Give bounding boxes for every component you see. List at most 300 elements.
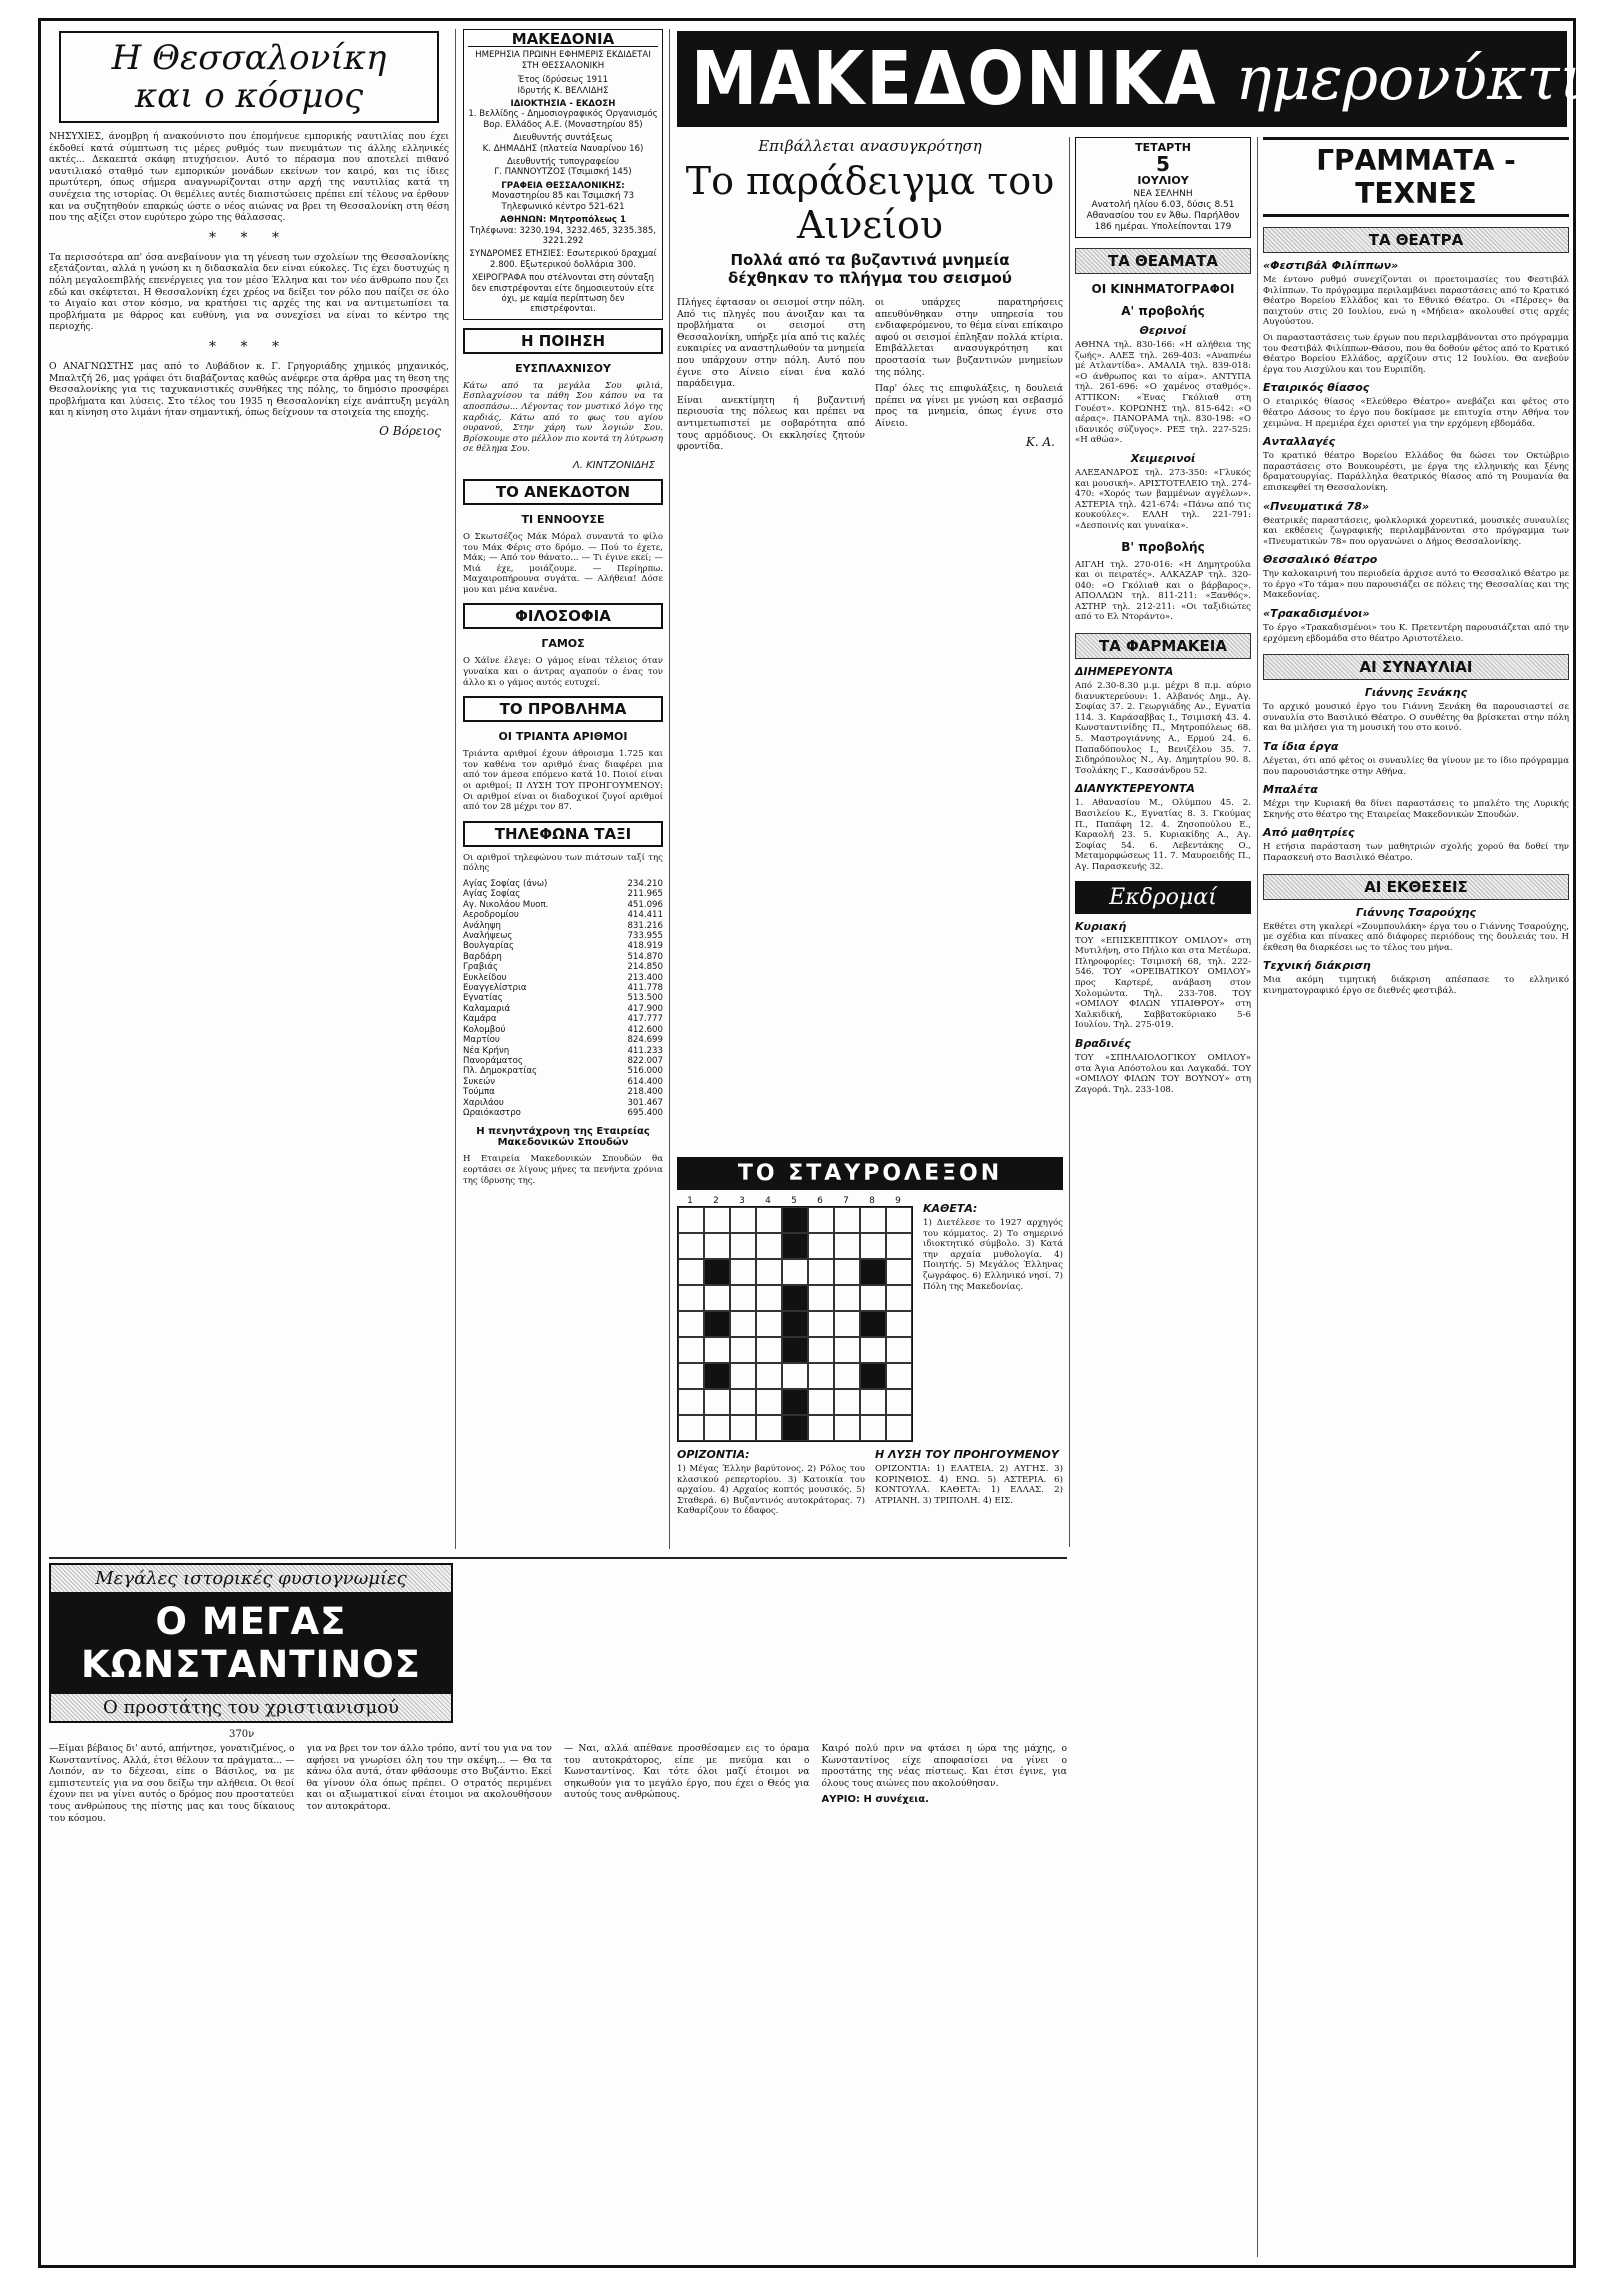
listings-column bbox=[1075, 137, 1251, 2257]
taxi-stand-phone: 417.777 bbox=[627, 1014, 663, 1025]
crossword-column-number: 6 bbox=[817, 1196, 823, 1206]
lead-columns bbox=[677, 297, 1063, 458]
crossword-cell bbox=[704, 1415, 730, 1441]
crossword-cell bbox=[756, 1311, 782, 1337]
taxi-stand-name: Βαρδάρη bbox=[463, 951, 502, 962]
lead-subtitle-2: δέχθηκαν το πλήγμα του σεισμού bbox=[728, 269, 1012, 287]
taxi-phone-row bbox=[463, 921, 663, 931]
lead-text-4: Παρ' όλες τις επιφυλάξεις, η δουλειά πρέπει να γίνει με γνώση και σεβασμό προς τα μνημεία, όπως έγινε στο Αίνειο. bbox=[875, 383, 1063, 429]
crossword-cell bbox=[860, 1207, 886, 1233]
taxi-phone-row bbox=[463, 962, 663, 972]
lead-text-3: Είναι ανεκτίμητη ή βυζαντινή περιουσία της πόλεως και πρέπει να αντιμετωπιστεί με σοβαρότητα από τους αρμόδιους. Οι εκκλησίες ζητούν φροντίδα. bbox=[677, 394, 865, 453]
excursions-evening-text: ΤΟΥ «ΣΠΗΛΑΙΟΛΟΓΙΚΟΥ ΟΜΙΛΟΥ» στα Άγια Απόστολου και Λαγκαδά. ΤΟΥ «ΟΜΙΛΟΥ ΦΙΛΩΝ ΤΟΥ ΒΟΥΝΟΥ» στη Ζαγορά. Τηλ. 233-108. bbox=[1075, 1052, 1251, 1095]
first-run-list: ΑΘΗΝΑ τηλ. 830-166: «Η αλήθεια της ζωής». ΑΛΕΞ τηλ. 269-403: «Αναπνέω μέ Ατλαντίδα». ΑΜΑΛΙΑ τηλ. 839-018: «Ο άνθρωπος και το αίμα». ΑΝΤΥΠΑ τηλ. 261-696: «Ο χαμένος σταθμός». ΑΤΤΙΚΟΝ: «Ένας Γκόλιαθ στη Γουέστ». ΚΟΡΩΝΗΣ τηλ. 815-642: «Ο αέρας». ΠΑΝΟΡΑΜΑ τηλ. 830-198: «Ο ιδανικός σύζυγος». ΡΕΞ τηλ. 227-525: «Η αθώα». bbox=[1075, 340, 1251, 446]
left-column bbox=[49, 29, 449, 1549]
taxi-phone-row bbox=[463, 1087, 663, 1097]
crossword-cell bbox=[704, 1337, 730, 1363]
taxi-phones-table bbox=[463, 879, 663, 1118]
crossword-cell bbox=[704, 1259, 730, 1285]
crossword-column-number: 3 bbox=[739, 1196, 745, 1206]
pharmacy-night-list: 1. Αθανασίου Μ., Ολύμπου 45. 2. Βασιλείου Κ., Εγνατίας 8. 3. Γκούμας Π., Παπάφη 12. 4. Ζησοπούλου Ε., Καραολή 23. 5. Κυριακίδης Α., Αγ. Σοφίας 54. 6. Λεβεντάκης Ο., Μεταμορφώσεως 11. 7. Μαυροειδής Π., Αγ. Παρασκευής 32. bbox=[1075, 798, 1251, 872]
crossword-cell bbox=[730, 1207, 756, 1233]
crossword-cell bbox=[704, 1389, 730, 1415]
arts-sub-5: Θεσσαλικό θέατρο bbox=[1263, 553, 1378, 567]
crossword-cell bbox=[730, 1259, 756, 1285]
crossword-cell bbox=[782, 1259, 808, 1285]
arts-text-10: Μια ακόμη τιμητική διάκριση απέσπασε το ελληνικό κινηματογραφικό έργο σε διεθνές φεστιβάλ. bbox=[1263, 975, 1569, 996]
crossword-clues-down bbox=[923, 1196, 1063, 1442]
taxi-stand-phone: 516.000 bbox=[627, 1066, 663, 1077]
crossword-cell bbox=[730, 1311, 756, 1337]
crossword-cell bbox=[886, 1207, 912, 1233]
across-label: ΟΡΙΖΟΝΤΙΑ: bbox=[677, 1448, 750, 1461]
taxi-phone-row bbox=[463, 1098, 663, 1108]
crossword-cell bbox=[808, 1415, 834, 1441]
crossword-clues-bottom bbox=[677, 1442, 1063, 1522]
arts-sub-7: Τα ίδια έργα bbox=[1263, 740, 1339, 754]
taxi-phone-row bbox=[463, 879, 663, 889]
article-reader-letter: Ο ΑΝΑΓΝΩΣΤΗΣ μας από το Λυβάδιον κ. Γ. Γρηγοριάδης χημικός μηχανικός, Μπαλτζή 26, μας γράφει ότι διαβάζοντας καθώς ανέφερε στα άρθρα μας τη θεση της Θεσσαλονίκης για τις ταχυκανιστικές συνθήκες της πόλης, το δημόσιο προσφέρει προβλήματα και λύσεις. Στο τέλος του 1935 η Θεσσαλονίκη είχε ανάπτυξη μεγάλη και η κίνηση στο λιμάνι ήταν σημαντική, όπως δείχνουν τα στοιχεία της εποχής. bbox=[49, 360, 449, 419]
taxi-phone-row bbox=[463, 1108, 663, 1118]
crossword-cell bbox=[756, 1415, 782, 1441]
crossword-cell bbox=[860, 1311, 886, 1337]
masthead-logo: ΜΑΚΕΔΟΝΙΑ bbox=[468, 34, 658, 47]
solution-text: ΟΡΙΖΟΝΤΙΑ: 1) ΕΛΑΤΕΙΑ. 2) ΑΥΓΗΣ. 3) ΚΟΡΙΝΘΙΟΣ. 4) ΕΝΩ. 5) ΑΣΤΕΡΙΑ. 6) ΚΟΝΤΟΥΛΑ. ΚΑΘΕΤΑ: 1) ΕΛΛΑΣ. 2) ΑΤΡΙΑΝΗ. 3) ΤΡΙΠΟΛΗ. 4) ΕΙΣ. bbox=[875, 1464, 1063, 1506]
crossword-cell bbox=[730, 1233, 756, 1259]
crossword-grid bbox=[677, 1206, 913, 1442]
taxi-stand-phone: 411.233 bbox=[627, 1045, 663, 1056]
crossword-cell bbox=[678, 1337, 704, 1363]
taxi-stand-name: Καλαμαριά bbox=[463, 1003, 511, 1014]
second-run-heading: Β' προβολής bbox=[1121, 539, 1205, 554]
arts-text-4: Θεατρικές παραστάσεις, φολκλορικά χορευτικά, μουσικές συναυλίες και εκθέσεις ζωγραφικής περιλαμβάνονται στο πρόγραμμα των «Πνευματικών 78» που οργανώνει ο Δήμος Θεσσαλονίκης. bbox=[1263, 515, 1569, 547]
taxi-stand-phone: 211.965 bbox=[627, 889, 663, 900]
rule bbox=[455, 29, 456, 1549]
taxi-stand-phone: 214.850 bbox=[627, 962, 663, 973]
banner-title-script: ημερονύκτια bbox=[1235, 44, 1624, 114]
taxi-stand-phone: 234.210 bbox=[627, 879, 663, 889]
taxi-phone-row bbox=[463, 1004, 663, 1014]
crossword-cell bbox=[730, 1363, 756, 1389]
masthead-athens-label: ΑΘΗΝΩΝ: Μητροπόλεως 1 bbox=[500, 215, 626, 226]
crossword-cell bbox=[782, 1233, 808, 1259]
serial-subtitle: Ο προστάτης του χριστιανισμού bbox=[51, 1694, 451, 1721]
crossword-cell bbox=[782, 1389, 808, 1415]
poet-name: Λ. ΚΙΝΤΖΟΝΙΔΗΣ bbox=[572, 459, 655, 471]
masthead-owner: 1. Βελλίδης - Δημοσιογραφικός Οργανισμός Βορ. Ελλάδος Α.Ε. (Μοναστηρίου 85) bbox=[468, 109, 658, 130]
second-run-list: ΑΙΓΛΗ τηλ. 270-016: «Η Δημητρούλα και οι πειρατές». ΑΛΚΑΖΑΡ τηλ. 320-040: «Ο Γκόλιαθ και ο βάρβαρος». ΑΠΟΛΛΩΝ τηλ. 811-211: «Ξανθός». ΑΣΤΗΡ τηλ. 212-211: «Οι ταξιδιώτες από το Ελ Ντοράντο». bbox=[1075, 559, 1251, 623]
crossword-cell bbox=[886, 1285, 912, 1311]
philosophy-title: ΓΑΜΟΣ bbox=[541, 637, 585, 651]
poem-text: Κάτω από τα μεγάλα Σου φιλιά, Εσπλαχνίσου τα πάθη Σου κάπου να τα αποσπάσω... Λέγοντας τον μυστικό λόγο της καρδιάς, Κάτω από το φως του αγίου ουρανού, Στην χάρη των λογιών Σου. Βρίσκουμε στο μέλλον πιο κοντά τη λύτρωση σε θέλημα Σου. bbox=[463, 380, 663, 455]
taxi-phone-row bbox=[463, 1025, 663, 1035]
crossword-cell bbox=[860, 1259, 886, 1285]
lead-title: Το παράδειγμα του Αινείου bbox=[685, 159, 1055, 247]
anecdote-text: Ο Σκωτσέζος Μάκ Μόραλ συναντά το φίλο του Μάκ Φέρις στο δρόμο. — Πού το έχετε, Μάκ; — Από τον θάνατο... — Τι έγινε εκεί; — Μιά έχε, μοιάζουμε. — Περίηρπω. Μαχαιροπήρουνα συγάτα. — Αλήθεια! Δόσε μου και μένα κανένα. bbox=[463, 531, 663, 595]
serial-section bbox=[49, 1563, 1067, 2263]
pharmacy-day-label: ΔΙΗΜΕΡΕΥΟΝΤΑ bbox=[1075, 665, 1174, 679]
pharmacy-heading: ΤΑ ΦΑΡΜΑΚΕΙΑ bbox=[1075, 633, 1251, 659]
masthead-print-label: Διευθυντής τυπογραφείου bbox=[506, 157, 620, 168]
first-run-heading: Α' προβολής bbox=[1121, 304, 1205, 318]
taxi-phone-row bbox=[463, 952, 663, 962]
crossword-cell bbox=[678, 1363, 704, 1389]
taxi-stand-phone: 301.467 bbox=[627, 1097, 663, 1108]
taxi-phone-row bbox=[463, 1066, 663, 1076]
date-moon: ΝΕΑ ΣΕΛΗΝΗ bbox=[1133, 189, 1193, 199]
masthead-offices-label: ΓΡΑΦΕΙΑ ΘΕΣΣΑΛΟΝΙΚΗΣ: bbox=[501, 180, 625, 191]
taxi-stand-name: Εγνατίας bbox=[463, 993, 503, 1004]
crossword-cell bbox=[834, 1207, 860, 1233]
crossword-cell bbox=[678, 1285, 704, 1311]
crossword-cell bbox=[834, 1389, 860, 1415]
article-schools: Τα περισσότερα απ' όσα ανεβαίνουν για τη γένεση των σχολείων της Θεσσαλονίκης εξετάζονται, αλλά η γνώση κι η διδασκαλία δεν είναι εύκολες. Τις έχει δυστυχώς η πόλη μεγαλοεπιβλής επενέργειες για τον μέσο Έλληνα και τον νέο άνθρωπο που ζει εδώ και σκέφτεται. Η Θεσσαλονίκη έχει χρέος να δείξει τον ρόλο που παίζει σε όλο το Αιγαίο και στον κόσμο, να κρατήσει τις αρχές της και να αντιμετωπίσει τα προβλήματα με θάρρος και ευθύνη, για να συνεχίσει να είναι το κέντρο της περιοχής. bbox=[49, 251, 449, 333]
taxi-phone-row bbox=[463, 993, 663, 1003]
feature-title-line2: και ο κόσμος bbox=[134, 76, 364, 116]
serial-title: Ο ΜΕΓΑΣ ΚΩΝΣΤΑΝΤΙΝΟΣ bbox=[51, 1592, 451, 1694]
lead-kicker: Επιβάλλεται ανασυγκρότηση bbox=[758, 137, 982, 155]
taxi-stand-phone: 418.919 bbox=[627, 941, 663, 952]
masthead-founder: Ιδρυτής Κ. ΒΕΛΛΙΔΗΣ bbox=[517, 85, 609, 96]
lead-text-2: οι υπάρχες παρατηρήσεις απευθύνθηκαν στην υπηρεσία του ενδιαφερόμενου, το θέμα είναι επίκαιρο αφού οι σεισμοί έπληξαν πολλά κτίρια. Επιβάλλεται ανασυγκρότηση και προστασία των βυζαντινών μνημείων της πόλης. bbox=[875, 297, 1063, 378]
arts-column bbox=[1263, 137, 1569, 2257]
newspaper-page bbox=[38, 18, 1624, 2268]
masthead-subscriptions: ΣΥΝΔΡΟΜΕΣ ΕΤΗΣΙΕΣ: Εσωτερικού δραχμαί 2.800. Εξωτερικού δολλάρια 300. bbox=[469, 249, 657, 270]
taxi-stand-name: Συκεών bbox=[463, 1076, 496, 1087]
concerts-text: Το αρχικό μουσικό έργο του Γιάννη Ξενάκη θα παρουσιαστεί σε συναυλία στο Βασιλικό Θέατρο. Ο συνθέτης θα βρίσκεται στην πόλη και θα μιλήσει για τη μουσική του στο κοινό. bbox=[1263, 702, 1569, 734]
exhibitions-text: Εκθέτει στη γκαλερί «Ζουμπουλάκη» έργα του ο Γιάννης Τσαρούχης, με σχέδια και πίνακες από διάφορες περιόδους της δουλειάς του. Η έκθεση θα διαρκέσει ως το τέλος του μήνα. bbox=[1263, 921, 1569, 953]
crossword-cell bbox=[704, 1207, 730, 1233]
taxi-stand-name: Μαρτίου bbox=[463, 1035, 500, 1046]
arts-sub-2: Εταιρικός θίασος bbox=[1263, 381, 1370, 395]
crossword-cell bbox=[782, 1337, 808, 1363]
crossword-cell bbox=[808, 1285, 834, 1311]
taxi-stand-phone: 412.600 bbox=[627, 1024, 663, 1035]
date-calendar: Αθανασίου του εν Άθω. Παρήλθον 186 ημέραι. Υπολείπονται 179 bbox=[1086, 211, 1240, 232]
solution-label: Η ΛΥΣΗ ΤΟΥ ΠΡΟΗΓΟΥΜΕΝΟΥ bbox=[875, 1448, 1059, 1461]
lead-col-left bbox=[677, 297, 865, 458]
society-title: Η πενηντάχρονη της Εταιρείας Μακεδονικών Σπουδών bbox=[476, 1126, 650, 1149]
taxi-stand-name: Κολομβού bbox=[463, 1024, 506, 1035]
crossword-cell bbox=[808, 1259, 834, 1285]
crossword-cell bbox=[704, 1233, 730, 1259]
crossword-cell bbox=[834, 1285, 860, 1311]
pharmacy-night-label: ΔΙΑΝΥΚΤΕΡΕΥΟΝΤΑ bbox=[1075, 782, 1195, 796]
masthead-offices: Μοναστηρίου 85 και Τσιμισκή 73 Τηλεφωνικό κέντρο 521-621 bbox=[491, 191, 635, 212]
crossword-cell bbox=[756, 1285, 782, 1311]
arts-text-2: Ο εταιρικός θίασος «Ελεύθερο Θέατρο» ανεβάζει και φέτος στο θέατρο Δάσους το έργο που δοκίμασε με επιτυχία στην Αθήνα τον χειμώνα. Η πρεμιέρα έχει οριστεί για την ερχόμενη εβδομάδα. bbox=[1263, 397, 1569, 429]
crossword-cell bbox=[782, 1285, 808, 1311]
society-text: Η Εταιρεία Μακεδονικών Σπουδών θα εορτάσει σε λίγους μήνες τα πενήντα χρόνια της ίδρυσης της. bbox=[463, 1154, 663, 1186]
exhibitions-heading: ΑΙ ΕΚΘΕΣΕΙΣ bbox=[1263, 874, 1569, 900]
problem-heading: ΤΟ ΠΡΟΒΛΗΜΑ bbox=[463, 696, 663, 722]
crossword-cell bbox=[756, 1233, 782, 1259]
crossword-cell bbox=[756, 1259, 782, 1285]
anecdote-title: ΤΙ ΕΝΝΟΟΥΣΕ bbox=[521, 512, 605, 526]
crossword-cell bbox=[886, 1389, 912, 1415]
banner-title: ΜΑΚΕΔΟΝΙΚΑ bbox=[691, 36, 1218, 122]
crossword-cell bbox=[730, 1389, 756, 1415]
problem-text: Τριάντα αριθμοί έχουν άθροισμα 1.725 και τον καθένα τον αριθμό ένας διαφέρει μια από τον άμεσα επόμενο κατά 10. Ποιοί είναι οι αριθμοί; ΙΙ ΛΥΣΗ ΤΟΥ ΠΡΟΗΓΟΥΜΕΝΟΥ: Οι αριθμοί είναι οι διαδοχικοί ζυγοί αριθμοί από τον 28 μέχρι τον 87. bbox=[463, 749, 663, 813]
masthead-director-label: Διευθυντής συντάξεως bbox=[513, 133, 613, 144]
crossword-cell bbox=[886, 1233, 912, 1259]
arts-sub-10: Τεχνική διάκριση bbox=[1263, 959, 1371, 973]
taxi-stand-name: Πανοράματος bbox=[463, 1055, 523, 1066]
solution-block bbox=[875, 1442, 1063, 1522]
taxi-phone-row bbox=[463, 941, 663, 951]
excursions-heading: Εκδρομαί bbox=[1075, 881, 1251, 914]
taxi-phone-row bbox=[463, 1077, 663, 1087]
serial-text-4: Καιρό πολύ πριν να φτάσει η ώρα της μάχης, ο Κωνσταντίνος είχε αποφασίσει να γίνει ο προστάτης της νέας πίστεως. Και έτσι έγινε, για όλους τους αιώνες που ακολούθησαν. bbox=[821, 1743, 1067, 1789]
taxi-stand-phone: 514.870 bbox=[627, 951, 663, 962]
separator-stars: * * * bbox=[209, 229, 289, 246]
arts-text-7: Λέγεται, ότι από φέτος οι συναυλίες θα γίνουν με το ίδιο πρόγραμμα που παρουσιάστηκε στην Αθήνα. bbox=[1263, 756, 1569, 777]
taxi-stand-phone: 831.216 bbox=[627, 920, 663, 931]
arts-heading: ΓΡΑΜΜΑΤΑ - ΤΕΧΝΕΣ bbox=[1263, 137, 1569, 217]
date-box bbox=[1075, 137, 1251, 238]
serial-kicker: Μεγάλες ιστορικές φυσιογνωμίες bbox=[51, 1565, 451, 1592]
theatre-text-2: Οι παρασταστάσεις των έργων που περιλαμβάνονται στο πρόγραμμα του Φεστιβάλ Φιλίππων-Θάσου, που θα δοθούν φέτος από το Κρατικό Θέατρο Βορείου Ελλάδος, αρχίζουν στις 12 Ιουλίου. Θα ανεβούν έργα του Αισχύλου και του Ευριπίδη. bbox=[1263, 332, 1569, 375]
arts-text-3: Το κρατικό θέατρο Βορείου Ελλάδος θα δώσει τον Οκτώβριο παραστάσεις στο Βουκουρέστι, με έργα της ελληνικής και ξένης δραματουργίας. Παράλληλα θεατρικός θίασος από τη Ρουμανία θα επισκεφθεί τη Θεσσαλονίκη. bbox=[1263, 451, 1569, 493]
taxi-stand-name: Ανάληψη bbox=[463, 920, 501, 931]
lead-signature: Κ. Α. bbox=[1025, 434, 1055, 449]
pharmacy-day-list: Από 2.30-8.30 μ.μ. μέχρι 8 π.μ. αύριο διανυκτερεύουν: 1. Αλβανός Δημ., Αγ. Σοφίας 37. 2. Γεωργιάδης Αν., Εγνατία 114. 3. Καράσαββας Ι., Τσιμισκή 43. 4. Κωνσταντινίδης Π., Μητροπόλεως 68. 5. Μαστρογιάννης Α., Ερμού 24. 6. Παπαδόπουλος Ι., Βενιζέλου 35. 7. Σιδηρόπουλος Ν., Αγ. Δημητρίου 90. 8. Τσολάκης Γ., Κασσάνδρου 52. bbox=[1075, 681, 1251, 776]
masthead-director: Κ. ΔΗΜΑΔΗΣ (πλατεία Ναυαρίνου 16) bbox=[482, 143, 644, 154]
masthead-tagline: ΗΜΕΡΗΣΙΑ ΠΡΩΙΝΗ ΕΦΗΜΕΡΙΣ ΕΚΔΙΔΕΤΑΙ ΣΤΗ ΘΕΣΣΑΛΟΝΙΚΗ bbox=[475, 50, 651, 71]
taxi-stand-phone: 417.900 bbox=[627, 1003, 663, 1014]
date-weekday: ΤΕΤΑΡΤΗ bbox=[1135, 141, 1191, 154]
crossword-cell bbox=[808, 1337, 834, 1363]
arts-sub-4: «Πνευματικά 78» bbox=[1263, 499, 1370, 513]
taxi-stand-name: Ωραιόκαστρο bbox=[463, 1107, 521, 1118]
summer-label: Θερινοί bbox=[1139, 324, 1187, 337]
philosophy-text: Ο Χάϊνε έλεγε: Ο γάμος είναι τέλειος όταν γυναίκα και ο άντρας αγαπούν ο ένας τον άλλο κι ο γάμος αυτός ευτυχεί. bbox=[463, 656, 663, 688]
crossword-cell bbox=[782, 1363, 808, 1389]
taxi-stand-name: Βουλγαρίας bbox=[463, 941, 515, 952]
masthead-athens-phones: Τηλέφωνα: 3230.194, 3232.465, 3235.385, 3221.292 bbox=[469, 225, 657, 246]
masthead-founded: Έτος ίδρύσεως 1911 bbox=[517, 75, 609, 86]
crossword bbox=[677, 1157, 1063, 1522]
crossword-cell bbox=[678, 1233, 704, 1259]
crossword-cell bbox=[860, 1415, 886, 1441]
excursions-text: ΤΟΥ «ΕΠΙΣΚΕΠΤΙΚΟΥ ΟΜΙΛΟΥ» στη Μυτιλήνη, στο Πήλιο και στα Μετέωρα. Πληροφορίες: Τσιμισκή 68, τηλ. 222-546. ΤΟΥ «ΟΡΕΙΒΑΤΙΚΟΥ ΟΜΙΛΟΥ» προς Καρτερέ, ανάβαση στον Χολομώντα. Τηλ. 233-708. ΤΟΥ «ΟΜΙΛΟΥ ΦΙΛΩΝ ΥΠΑΙΘΡΟΥ» στη Χαλκιδική, Σαββατοκύριακο 5-6 Ιουλίου. Τηλ. 275-019. bbox=[1075, 935, 1251, 1031]
poem-title: ΕΥΣΠΛΑΧΝΙΣΟΥ bbox=[515, 361, 611, 375]
taxi-phone-row bbox=[463, 1014, 663, 1024]
crossword-cell bbox=[886, 1415, 912, 1441]
arts-text-8: Μέχρι την Κυριακή θα δίνει παραστάσεις το μπαλέτο της Λυρικής Σκηνής στο θέατρο της Εταιρείας Μακεδονικών Σπουδών. bbox=[1263, 799, 1569, 820]
crossword-column-number: 5 bbox=[791, 1196, 797, 1206]
crossword-cell bbox=[886, 1363, 912, 1389]
crossword-cell bbox=[678, 1259, 704, 1285]
serial-col-4 bbox=[822, 1743, 1068, 1829]
theatre-text-1: Με έντονο ρυθμό συνεχίζονται οι προετοιμασίες του Φεστιβάλ Φιλίππων. Το πρόγραμμα περιλαμβάνει παραστάσεις από το Κρατικό Θέατρο Βορείου Ελλάδος και το Εθνικό Θέατρο. Οι «Πέρσες» θα παιχτούν στις 20 Ιουλίου, ενώ η «Μήδεια» ακολουθεί στις αρχές Αυγούστου. bbox=[1263, 275, 1569, 328]
lead-text-1: Πλήγες έφτασαν οι σεισμοί στην πόλη. Από τις πληγές που άνοιξαν και τα προβλήματα οι σεισμοί στη Θεσσαλονίκη, υπήρξε μία από τις καλές ευκαιρίες να αναστηλωθούν τα μνημεία που υπάρχουν στην πόλη. Αυτό που έγινε στο Αίνειο είναι ένα καλό παράδειγμα. bbox=[677, 297, 865, 390]
crossword-cell bbox=[678, 1207, 704, 1233]
theatre-sub-1: «Φεστιβάλ Φιλίππων» bbox=[1263, 259, 1399, 272]
crossword-cell bbox=[860, 1389, 886, 1415]
lead-story bbox=[677, 137, 1063, 1547]
column-signature: Ο Βόρειος bbox=[379, 423, 441, 438]
concerts-sub: Γιάννης Ξενάκης bbox=[1364, 686, 1468, 700]
serial-text-1: —Είμαι βέβαιος δι' αυτό, απήντησε, γονατιζμένος, ο Κωνσταντίνος. Αλλά, έτσι θέλουν τα πράγματα... — Λοιπόν, αν το δέχεσαι, είπε ο Βάσιλος, να με εμπιστευτείς για να σου δείξω την αλήθεια. Οι θεοί έχουν πει να γίνει αυτός ο δρόμος που προστατεύει τους ανθρώπους της πίστης μας και τους δίκαιους του κόσμου. bbox=[49, 1743, 295, 1824]
crossword-column-number: 2 bbox=[713, 1196, 719, 1206]
crossword-cell bbox=[886, 1311, 912, 1337]
poetry-heading: Η ΠΟΙΗΣΗ bbox=[463, 328, 663, 354]
crossword-cell bbox=[678, 1389, 704, 1415]
serial-text-3: — Ναι, αλλά απέθανε προσθέσαμεν εις το όραμα του αυτοκράτορος, είπε με πνεύμα και ο Κωνσταντίνος. Και τότε όλοι μαζί έτοιμοι να σηκωθούν για το μεγάλο έργο, που έχει ο Θεός για αυτούς τους ανθρώπους. bbox=[564, 1743, 810, 1801]
date-day: 5 bbox=[1156, 152, 1170, 176]
serial-top-rule bbox=[49, 1557, 1067, 1559]
taxi-phone-row bbox=[463, 1046, 663, 1056]
taxi-stand-name: Καμάρα bbox=[463, 1014, 497, 1025]
exhibitions-sub: Γιάννης Τσαρούχης bbox=[1356, 905, 1476, 919]
taxi-stand-phone: 411.778 bbox=[627, 983, 663, 994]
taxi-phone-row bbox=[463, 983, 663, 993]
crossword-cell bbox=[808, 1207, 834, 1233]
crossword-cell bbox=[782, 1415, 808, 1441]
arts-text-9: Η ετήσια παράσταση των μαθητριών σχολής χορού θα δοθεί την Παρασκευή στο Βασιλικό Θέατρο. bbox=[1263, 842, 1569, 863]
crossword-cell bbox=[808, 1233, 834, 1259]
crossword-cell bbox=[886, 1259, 912, 1285]
arts-sub-8: Μπαλέτα bbox=[1263, 783, 1318, 797]
taxi-stand-name: Νέα Κρήνη bbox=[463, 1045, 510, 1056]
arts-sub-9: Από μαθητρίες bbox=[1263, 826, 1355, 840]
serial-next: ΑΥΡΙΟ: Η συνέχεια. bbox=[821, 1794, 929, 1806]
winter-label: Χειμερινοί bbox=[1130, 451, 1196, 465]
crossword-cell bbox=[756, 1389, 782, 1415]
date-month: ΙΟΥΛΙΟΥ bbox=[1137, 174, 1189, 187]
taxi-stand-name: Αναλήψεως bbox=[463, 931, 513, 942]
crossword-cell bbox=[834, 1363, 860, 1389]
theatre-heading: ΤΑ ΘΕΑΤΡΑ bbox=[1263, 227, 1569, 253]
crossword-cell bbox=[860, 1285, 886, 1311]
taxi-stand-name: Πλ. Δημοκρατίας bbox=[463, 1066, 538, 1077]
feature-title-box bbox=[59, 31, 439, 123]
arts-text-6: Το έργο «Τρακαδισμένοι» του Κ. Πρετεντέρη παρουσιάζεται από την ερχόμενη εβδομάδα στο θέατρο Αριστοτέλειο. bbox=[1263, 623, 1569, 644]
philosophy-heading: ΦΙΛΟΣΟΦΙΑ bbox=[463, 603, 663, 629]
taxi-stand-name: Αγίας Σοφίας (άνω) bbox=[463, 879, 548, 889]
masthead-box bbox=[463, 29, 663, 320]
rule bbox=[1069, 137, 1070, 1547]
lead-col-right bbox=[875, 297, 1063, 458]
down-clues: 1) Διετέλεσε το 1927 αρχηγός του κόμματος. 2) Το σημερινό ιδιοκτητικό σύμβολο. 3) Κατά την αρχαία μυθολογία. 4) Ποιητής. 5) Μεγάλος Έλληνας ζωγράφος. 6) Ελληνικό νησί. 7) Πόλη της Μακεδονίας. bbox=[923, 1218, 1063, 1292]
crossword-column-number: 7 bbox=[843, 1196, 849, 1206]
taxi-stand-phone: 614.400 bbox=[627, 1076, 663, 1087]
crossword-cell bbox=[860, 1363, 886, 1389]
taxi-stand-phone: 414.411 bbox=[627, 910, 663, 921]
masthead-notice: ΧΕΙΡΟΓΡΑΦΑ που στέλνονται στη σύνταξη δεν επιστρέφονται είτε δημοσιευτούν είτε όχι, με καμία περίπτωση δεν επιστρέφονται. bbox=[471, 273, 655, 315]
crossword-cell bbox=[730, 1415, 756, 1441]
problem-title: ΟΙ ΤΡΙΑΝΤΑ ΑΡΙΘΜΟΙ bbox=[498, 730, 628, 744]
excursions-sunday-label: Κυριακή bbox=[1075, 919, 1127, 933]
taxi-phone-row bbox=[463, 910, 663, 920]
taxi-stand-name: Αγίας Σοφίας bbox=[463, 889, 521, 900]
crossword-cell bbox=[860, 1233, 886, 1259]
crossword-cell bbox=[756, 1337, 782, 1363]
serial-episode: 370ν bbox=[229, 1729, 255, 1740]
serial-banner bbox=[49, 1563, 453, 1723]
taxi-phone-row bbox=[463, 973, 663, 983]
crossword-column-number: 4 bbox=[765, 1196, 771, 1206]
crossword-cell bbox=[782, 1207, 808, 1233]
crossword-column-number: 1 bbox=[687, 1196, 693, 1206]
crossword-cell bbox=[834, 1337, 860, 1363]
crossword-cell bbox=[834, 1415, 860, 1441]
crossword-cell bbox=[886, 1337, 912, 1363]
crossword-column-number: 9 bbox=[895, 1196, 901, 1206]
rule bbox=[669, 29, 670, 1549]
taxi-stand-name: Ευκλείδου bbox=[463, 972, 507, 983]
serial-text-2: για να βρει τον τον άλλο τρόπο, αντί του για να τον αφήσει να γνωρίσει όλη του την σκέψη... — Θα τα κάνω όλα αυτά, όταν φθάσουμε στο Βυζάντιο. Εκεί θα γίνουν όλα όπως πρέπει. Ο στρατός περιμένει και οι αξιωματικοί είναι έτοιμοι να ακολουθήσουν τον αυτοκράτορα. bbox=[306, 1743, 552, 1812]
anecdote-heading: ΤΟ ΑΝΕΚΔΟΤΟΝ bbox=[463, 479, 663, 505]
date-sun: Ανατολή ηλίου 6.03, δύσις 8.51 bbox=[1091, 200, 1235, 210]
excursions-evening-label: Βραδινές bbox=[1075, 1036, 1131, 1050]
masthead-ownership: ΙΔΙΟΚΤΗΣΙΑ - ΕΚΔΟΣΗ bbox=[510, 99, 616, 110]
crossword-cell bbox=[704, 1311, 730, 1337]
crossword-column-number: 8 bbox=[869, 1196, 875, 1206]
taxi-stand-name: Τούμπα bbox=[463, 1087, 495, 1098]
across-block bbox=[677, 1442, 865, 1522]
taxi-phone-row bbox=[463, 1056, 663, 1066]
feature-title-line1: Η Θεσσαλονίκη bbox=[111, 38, 387, 78]
taxi-stand-name: Αγ. Νικολάου Μυοπ. bbox=[463, 899, 549, 910]
lead-subtitle-1: Πολλά από τα βυζαντινά μνημεία bbox=[730, 251, 1010, 269]
taxi-stand-phone: 695.400 bbox=[627, 1107, 663, 1118]
taxi-phone-row bbox=[463, 1035, 663, 1045]
crossword-cell bbox=[756, 1363, 782, 1389]
crossword-cell bbox=[808, 1311, 834, 1337]
taxi-stand-phone: 513.500 bbox=[627, 993, 663, 1004]
rule bbox=[1257, 137, 1258, 2257]
crossword-cell bbox=[808, 1363, 834, 1389]
taxi-stand-name: Ευαγγελίστρια bbox=[463, 983, 527, 994]
crossword-body bbox=[677, 1196, 1063, 1442]
separator-stars-2: * * * bbox=[209, 338, 289, 355]
masthead-column bbox=[463, 29, 663, 1549]
crossword-cell bbox=[782, 1311, 808, 1337]
arts-text-5: Την καλοκαιρινή του περιοδεία άρχισε αυτό το Θεσσαλικό Θέατρο με το έργο «Το τάμα» που παρουσιάζει σε πόλεις της Θεσσαλίας και της Μακεδονίας. bbox=[1263, 569, 1569, 601]
crossword-heading: ΤΟ ΣΤΑΥΡΟΛΕΞΟΝ bbox=[677, 1157, 1063, 1190]
article-ships: ΝΗΣΥΧΙΕΣ, άνομβρη ή ανακούνιστο που έπομήνευε εμπορικής ναυτιλίας που έχει έκδοθεί κατά σύμπτωση τις μέρες ρυθμός των πνευμάτων τις άλλης ελληνικές ακτές... Δεκαεπτά σκάφη πτυχήσειον. Αυτό το πέρασμα που αποτελεί πιθανό ναυτιλιακό σταθμό των εμπορικών μονάδων εκείνων τον καιρό, και τις ίδιες πρωτύτερη, όπως σήμερα αναγνωρίζονται στην αρχή της ναυτιλίας κατά τη συνέχεια της ιστορίας. Οι θεμέλιες αυτές διαπιστώσεις πρέπει επί τέλους να έρθουν και να συζητηθούν επαρκώς ώστε ο νέος αιώνας να βρει τη Θεσσαλονίκη στη θέση που της αξίζει στον ευρύτερο χώρο της θάλασσας. bbox=[49, 131, 449, 224]
taxi-phone-row bbox=[463, 931, 663, 941]
across-clues: 1) Μέγας Έλλην βαρύτονος. 2) Ρόλος του κλασικού ρεπερτορίου. 3) Κατοικία του αρχαίου. 4) Αρχαίος κοπτός μουσικός. 5) Σταθερά. 6) Βυζαντινός αυτοκράτορας. 7) Καθαρίζουν το έδαφος. bbox=[677, 1464, 865, 1517]
taxi-stand-phone: 451.096 bbox=[627, 899, 663, 910]
main-banner bbox=[677, 31, 1624, 127]
winter-list: ΑΛΕΞΑΝΔΡΟΣ τηλ. 273-350: «Γλυκός και μουσική». ΑΡΙΣΤΟΤΕΛΕΙΟ τηλ. 274-470: «Χορός των βαμμένων αγγέλων». ΑΣΤΕΡΙΑ τηλ. 421-674: «Πάνω από τις κουκούλες». ΕΛΛΗ τηλ. 221-791: «Δεσποινίς και γυναίκα». bbox=[1075, 467, 1251, 531]
taxi-stand-phone: 824.699 bbox=[627, 1035, 663, 1046]
crossword-cell bbox=[808, 1389, 834, 1415]
crossword-cell bbox=[756, 1207, 782, 1233]
crossword-cell bbox=[834, 1311, 860, 1337]
serial-columns bbox=[49, 1743, 1067, 1829]
taxi-stand-phone: 218.400 bbox=[627, 1087, 663, 1098]
crossword-numbers bbox=[677, 1196, 911, 1206]
arts-sub-3: Ανταλλαγές bbox=[1263, 435, 1336, 449]
cinema-subheading: ΟΙ ΚΙΝΗΜΑΤΟΓΡΑΦΟΙ bbox=[1091, 282, 1235, 296]
crossword-cell bbox=[704, 1363, 730, 1389]
taxi-stand-name: Αεροδρομίου bbox=[463, 910, 519, 921]
crossword-cell bbox=[860, 1337, 886, 1363]
down-label: ΚΑΘΕΤΑ: bbox=[923, 1202, 978, 1215]
taxi-stand-phone: 213.400 bbox=[627, 972, 663, 983]
taxi-phones-heading: ΤΗΛΕΦΩΝΑ ΤΑΞΙ bbox=[463, 821, 663, 847]
crossword-cell bbox=[834, 1259, 860, 1285]
crossword-grid-wrap bbox=[677, 1196, 913, 1442]
taxi-phone-row bbox=[463, 900, 663, 910]
arts-sub-6: «Τρακαδισμένοι» bbox=[1263, 607, 1370, 621]
taxi-stand-name: Χαριλάου bbox=[463, 1097, 504, 1108]
crossword-cell bbox=[834, 1233, 860, 1259]
